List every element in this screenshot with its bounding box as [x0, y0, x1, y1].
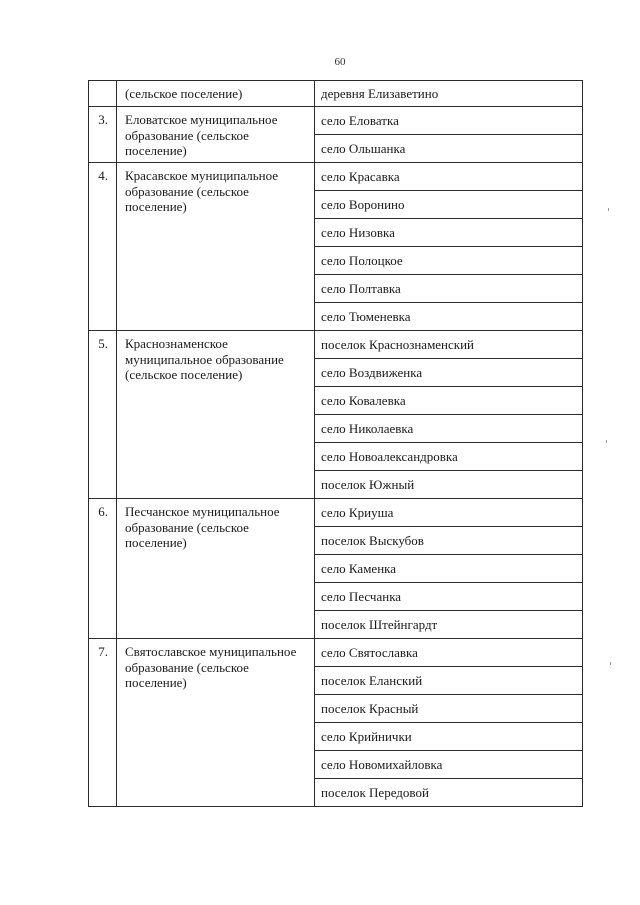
settlement-name: село Низовка: [315, 219, 583, 247]
table-row: [89, 639, 583, 667]
settlement-name: село Святославка: [315, 639, 583, 667]
settlements-table: [88, 80, 583, 807]
table-row: [89, 81, 583, 107]
municipality-name: Краснознаменское муниципальное образование (сельское поселение): [117, 331, 315, 499]
settlement-name: село Тюменевка: [315, 303, 583, 331]
settlement-name: поселок Штейнгардт: [315, 611, 583, 639]
municipality-name: Еловатское муниципальное образование (сельское поселение): [117, 107, 315, 163]
scan-speck: [606, 440, 607, 443]
row-number: 5.: [89, 331, 117, 499]
settlement-name: село Песчанка: [315, 583, 583, 611]
settlement-name: поселок Красный: [315, 695, 583, 723]
settlement-name: поселок Южный: [315, 471, 583, 499]
settlement-name: поселок Краснознаменский: [315, 331, 583, 359]
settlement-name: село Николаевка: [315, 415, 583, 443]
settlement-name: село Еловатка: [315, 107, 583, 135]
settlement-name: поселок Еланский: [315, 667, 583, 695]
settlement-name: село Красавка: [315, 163, 583, 191]
row-number: 4.: [89, 163, 117, 331]
scan-speck: [608, 208, 609, 211]
settlement-name: село Ольшанка: [315, 135, 583, 163]
municipality-name: Красавское муниципальное образование (сельское поселение): [117, 163, 315, 331]
table-row: [89, 163, 583, 191]
table-row: [89, 107, 583, 135]
settlement-name: село Новоалександровка: [315, 443, 583, 471]
settlement-name: деревня Елизаветино: [315, 81, 583, 107]
municipality-name: Святославское муниципальное образование (сельское поселение): [117, 639, 315, 807]
settlement-name: село Крийнички: [315, 723, 583, 751]
row-number: [89, 81, 117, 107]
table-row: [89, 499, 583, 527]
municipality-name: Песчанское муниципальное образование (сельское поселение): [117, 499, 315, 639]
settlement-name: поселок Передовой: [315, 779, 583, 807]
settlement-name: село Криуша: [315, 499, 583, 527]
municipality-name: (сельское поселение): [117, 81, 315, 107]
settlement-name: село Воздвиженка: [315, 359, 583, 387]
settlement-name: село Ковалевка: [315, 387, 583, 415]
settlement-name: село Полтавка: [315, 275, 583, 303]
settlement-name: село Воронино: [315, 191, 583, 219]
settlement-name: село Новомихайловка: [315, 751, 583, 779]
row-number: 6.: [89, 499, 117, 639]
settlement-name: село Каменка: [315, 555, 583, 583]
settlement-name: поселок Выскубов: [315, 527, 583, 555]
row-number: 7.: [89, 639, 117, 807]
scan-speck: [610, 662, 611, 665]
row-number: 3.: [89, 107, 117, 163]
table-row: [89, 331, 583, 359]
settlement-name: село Полоцкое: [315, 247, 583, 275]
page-number: 60: [334, 56, 346, 68]
